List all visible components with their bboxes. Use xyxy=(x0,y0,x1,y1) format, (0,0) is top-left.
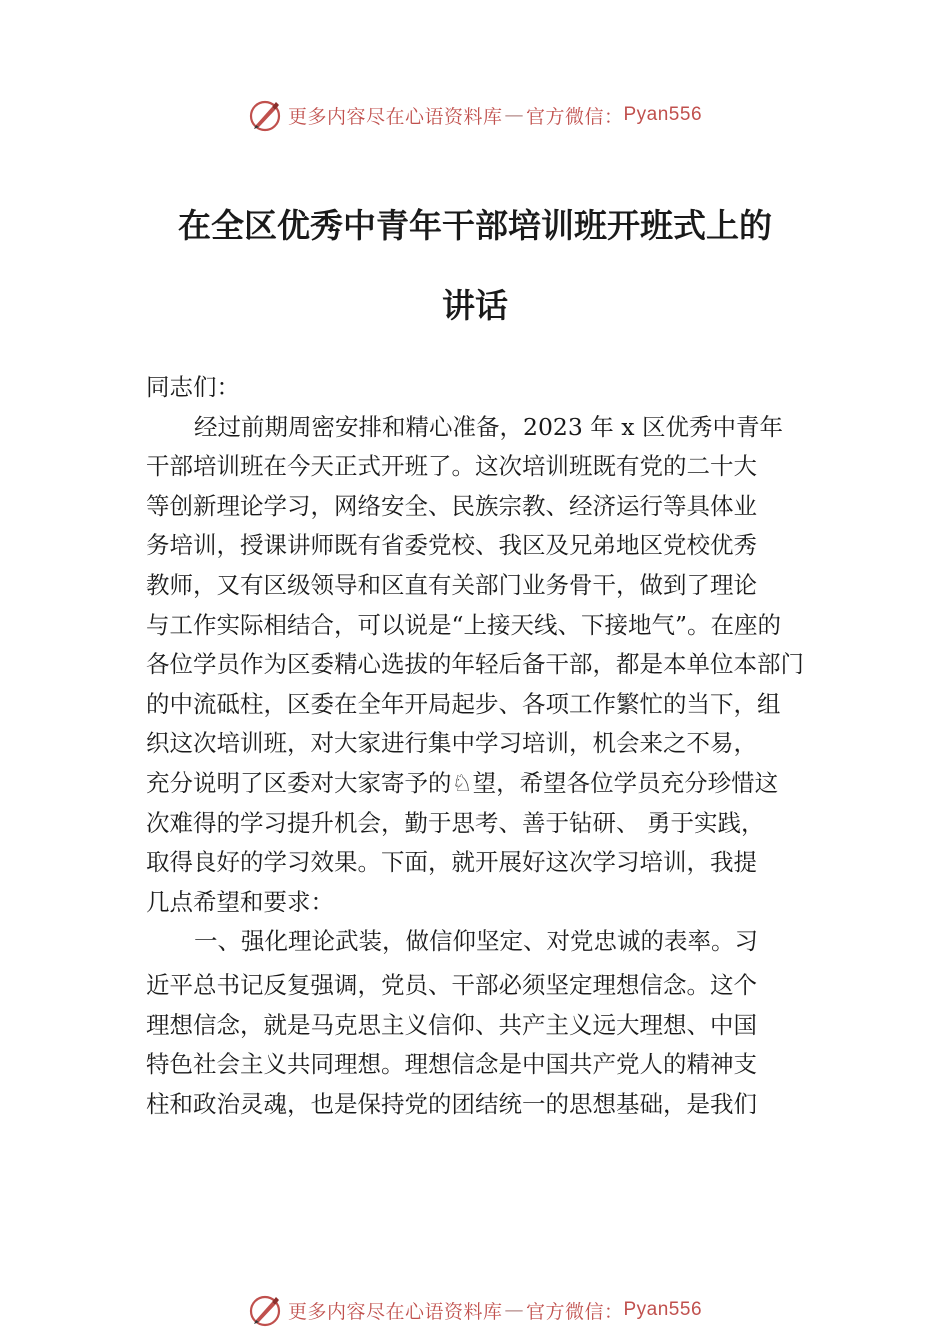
section-heading-line: 一、强化理论武装，做信仰坚定、对党忠诚的表率。习 xyxy=(194,927,758,956)
body-line: 几点希望和要求： xyxy=(146,887,334,916)
body-line: 等创新理论学习，网络安全、民族宗教、经济运行等具体业 xyxy=(146,491,757,520)
watermark-header xyxy=(0,95,950,135)
document-body xyxy=(146,368,818,1124)
body-line: 柱和政治灵魂，也是保持党的团结统一的思想基础，是我们 xyxy=(146,1089,757,1118)
body-line: 干部培训班在今天正式开班了。这次培训班既有党的二十大 xyxy=(146,452,757,481)
wechat-id: Pyan556 xyxy=(623,1299,703,1320)
document-title xyxy=(100,186,850,346)
watermark-text: 更多内容尽在心语资料库 xyxy=(287,105,503,128)
watermark-separator: — xyxy=(504,1299,524,1321)
pen-logo-icon xyxy=(248,1293,282,1327)
body-line: 务培训，授课讲师既有省委党校、我区及兄弟地区党校优秀 xyxy=(146,531,757,560)
body-line: 与工作实际相结合，可以说是“上接天线、下接地气”。在座的 xyxy=(146,610,782,639)
body-line: 近平总书记反复强调，党员、干部必须坚定理想信念。这个 xyxy=(146,970,757,999)
body-line: 织这次培训班，对大家进行集中学习培训，机会来之不易， xyxy=(146,729,757,758)
pen-logo-icon xyxy=(248,98,282,132)
body-line: 各位学员作为区委精心选拔的年轻后备干部，都是本单位本部门 xyxy=(146,650,804,679)
body-line: 理想信念，就是马克思主义信仰、共产主义远大理想、中国 xyxy=(146,1010,757,1039)
watermark-text: 更多内容尽在心语资料库 xyxy=(287,1300,503,1323)
title-line-2: 讲话 xyxy=(442,286,508,325)
body-line: 经过前期周密安排和精心准备，2023 年 x 区优秀中青年 xyxy=(194,412,783,441)
title-line-1: 在全区优秀中青年干部培训班开班式上的 xyxy=(178,206,772,245)
body-line: 次难得的学习提升机会，勤于思考、善于钻研、 勇于实践， xyxy=(146,808,765,837)
body-line: 充分说明了区委对大家寄予的♘望，希望各位学员充分珍惜这 xyxy=(146,768,779,797)
salutation: 同志们： xyxy=(146,373,240,401)
body-line: 特色社会主义共同理想。理想信念是中国共产党人的精神支 xyxy=(146,1050,757,1079)
body-line: 取得良好的学习效果。下面，就开展好这次学习培训，我提 xyxy=(146,848,757,877)
watermark-footer xyxy=(0,1290,950,1330)
wechat-label: 官方微信： xyxy=(525,105,624,128)
body-line: 教师，又有区级领导和区直有关部门业务骨干，做到了理论 xyxy=(146,570,757,599)
wechat-id: Pyan556 xyxy=(623,104,703,125)
wechat-label: 官方微信： xyxy=(525,1300,624,1323)
body-line: 的中流砥柱，区委在全年开局起步、各项工作繁忙的当下，组 xyxy=(146,689,781,718)
watermark-separator: — xyxy=(504,104,524,126)
